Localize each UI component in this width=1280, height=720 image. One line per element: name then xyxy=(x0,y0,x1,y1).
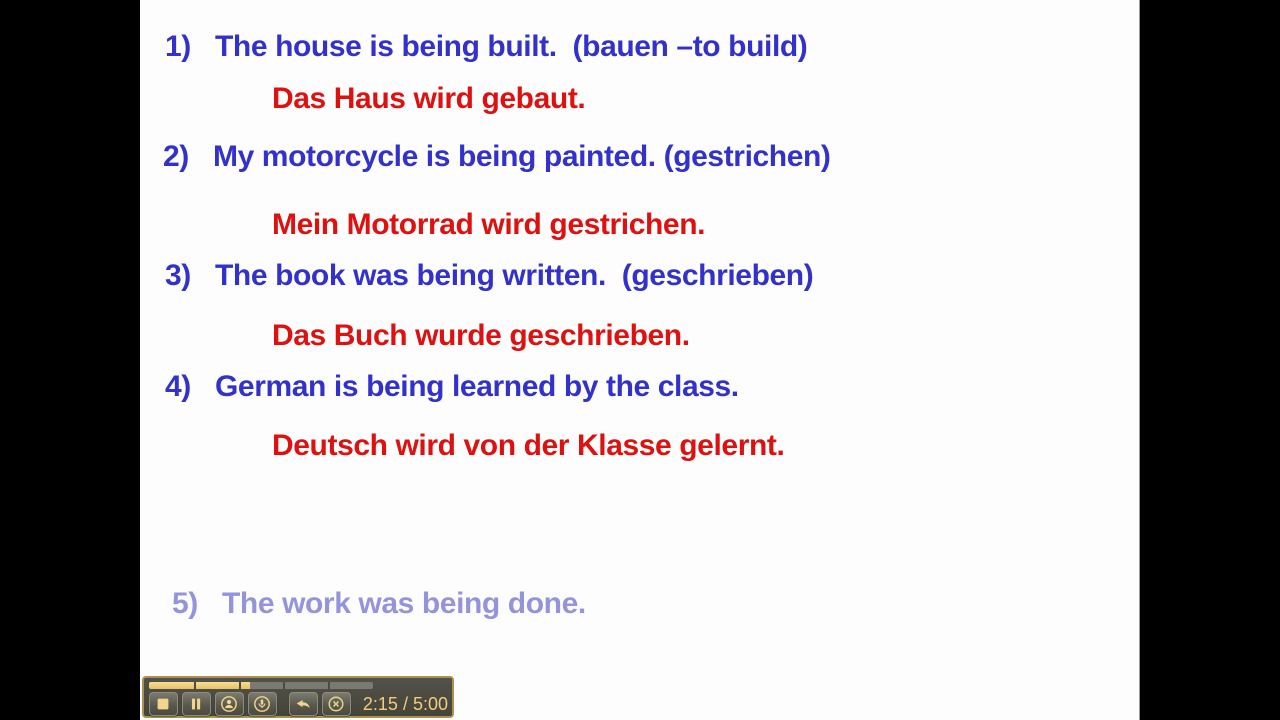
exercise-5-number: 5) xyxy=(172,587,198,620)
progress-tick xyxy=(194,682,196,689)
pause-icon xyxy=(187,695,205,713)
exercise-1-english-text: The house is being built. (bauen –to build) xyxy=(215,30,808,63)
exercise-1-english xyxy=(165,28,807,66)
exercise-1-number: 1) xyxy=(165,30,191,63)
time-display: 2:15 / 5:00 xyxy=(362,693,448,714)
slide-area xyxy=(140,0,1140,720)
exercise-3-german-answer: Das Buch wurde geschrieben. xyxy=(272,319,690,352)
exercise-5-english-text: The work was being done. xyxy=(222,587,586,620)
person-icon xyxy=(220,695,238,713)
exercise-4-english-text: German is being learned by the class. xyxy=(215,370,739,403)
recorder-toolbar xyxy=(142,676,454,718)
progress-tick xyxy=(239,682,241,689)
exercise-3-english xyxy=(165,257,813,295)
undo-button[interactable] xyxy=(289,692,318,716)
exercise-2-english-text: My motorcycle is being painted. (gestrichen) xyxy=(213,140,831,173)
microphone-icon xyxy=(253,695,271,713)
exercise-4-english xyxy=(165,368,739,406)
microphone-button[interactable] xyxy=(248,692,277,716)
exercise-1-german-answer: Das Haus wird gebaut. xyxy=(272,82,586,115)
recorder-controls-row xyxy=(149,692,448,716)
undo-arrow-icon xyxy=(294,695,312,713)
progress-tick xyxy=(283,682,285,689)
exercise-5-english-pending xyxy=(172,585,586,623)
exercise-4-number: 4) xyxy=(165,370,191,403)
exercise-2-english xyxy=(163,138,831,176)
exercise-3-number: 3) xyxy=(165,259,191,292)
close-circle-icon xyxy=(327,695,345,713)
exercise-3-english-text: The book was being written. (geschrieben) xyxy=(215,259,814,292)
stop-button[interactable] xyxy=(149,692,178,716)
progress-bar[interactable] xyxy=(149,682,373,689)
pause-button[interactable] xyxy=(182,692,211,716)
progress-fill xyxy=(149,682,250,689)
exercise-4-german-answer: Deutsch wird von der Klasse gelernt. xyxy=(272,429,785,462)
stop-icon xyxy=(154,695,172,713)
progress-tick xyxy=(328,682,330,689)
close-button[interactable] xyxy=(322,692,351,716)
exercise-2-german-answer: Mein Motorrad wird gestrichen. xyxy=(272,208,706,241)
exercise-2-number: 2) xyxy=(163,140,189,173)
webcam-button[interactable] xyxy=(215,692,244,716)
